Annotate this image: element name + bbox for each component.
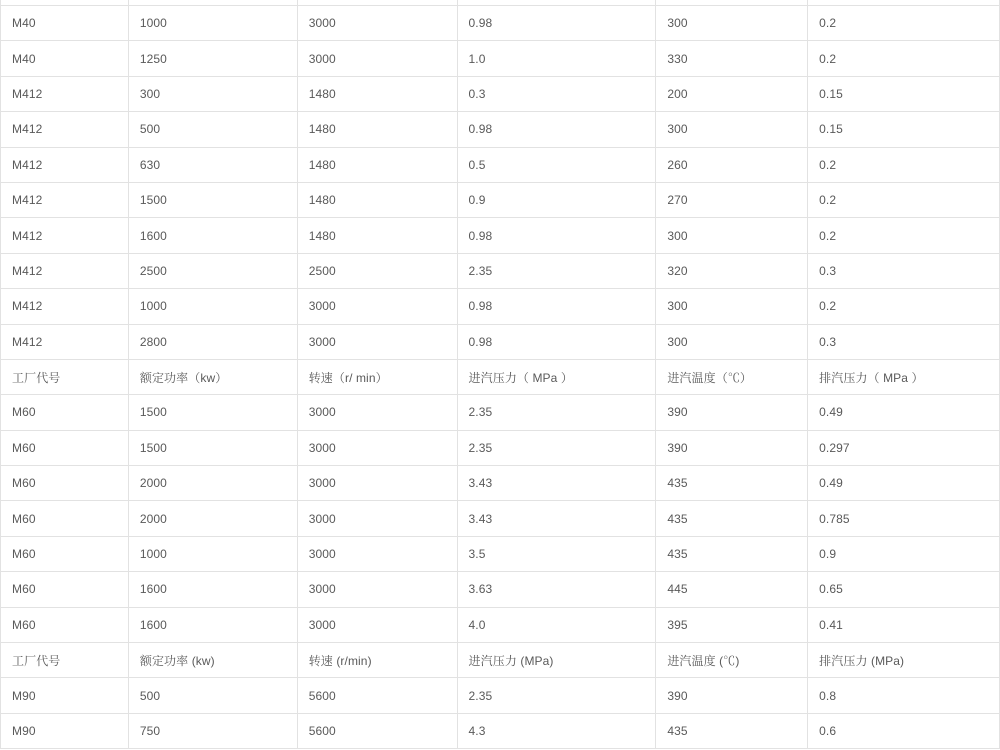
data-cell: 435: [656, 466, 808, 501]
data-cell: 3000: [297, 324, 457, 359]
data-cell: 1480: [297, 76, 457, 111]
data-cell: 500: [128, 678, 297, 713]
data-cell: M60: [1, 395, 129, 430]
data-cell: 0.2: [808, 289, 1000, 324]
table-row: [1, 218, 1000, 253]
data-cell: 1600: [128, 218, 297, 253]
data-cell: 1500: [128, 430, 297, 465]
header-cell: 排汽压力（ MPa ）: [808, 359, 1000, 394]
data-cell: 3000: [297, 501, 457, 536]
data-cell: M60: [1, 501, 129, 536]
data-cell: 395: [656, 607, 808, 642]
header-cell: 工厂代号: [1, 643, 129, 678]
data-cell: 1600: [128, 607, 297, 642]
data-cell: 3.63: [457, 572, 656, 607]
data-cell: 260: [656, 147, 808, 182]
table-row: [1, 713, 1000, 748]
data-cell: 300: [656, 112, 808, 147]
data-cell: 500: [128, 112, 297, 147]
data-cell: 1250: [128, 41, 297, 76]
data-cell: 4.0: [457, 607, 656, 642]
data-cell: 1500: [128, 182, 297, 217]
data-cell: 0.2: [808, 218, 1000, 253]
data-cell: 3000: [297, 536, 457, 571]
header-cell: 转速 (r/min): [297, 643, 457, 678]
data-cell: 5600: [297, 678, 457, 713]
data-cell: 435: [656, 501, 808, 536]
table-row: [1, 678, 1000, 713]
data-cell: M40: [1, 41, 129, 76]
data-cell: M60: [1, 430, 129, 465]
table-row: [1, 324, 1000, 359]
data-cell: M60: [1, 607, 129, 642]
table-row: [1, 147, 1000, 182]
data-cell: 270: [656, 182, 808, 217]
header-cell: 额定功率（kw）: [128, 359, 297, 394]
header-cell: 转速（r/ min）: [297, 359, 457, 394]
data-cell: M412: [1, 218, 129, 253]
data-cell: 0.65: [808, 572, 1000, 607]
data-cell: 1500: [128, 395, 297, 430]
table-row: [1, 536, 1000, 571]
data-cell: 0.98: [457, 6, 656, 41]
header-cell: 进汽温度（℃）: [656, 359, 808, 394]
data-cell: 0.297: [808, 430, 1000, 465]
header-cell: 排汽压力 (MPa): [808, 643, 1000, 678]
table-row: [1, 182, 1000, 217]
table-row: [1, 501, 1000, 536]
data-cell: 0.3: [457, 76, 656, 111]
data-cell: 630: [128, 147, 297, 182]
data-cell: 0.2: [808, 147, 1000, 182]
data-cell: 300: [656, 289, 808, 324]
data-cell: 2000: [128, 501, 297, 536]
data-cell: 390: [656, 678, 808, 713]
table-row: [1, 395, 1000, 430]
data-cell: 0.98: [457, 289, 656, 324]
data-cell: 1480: [297, 112, 457, 147]
data-cell: M90: [1, 713, 129, 748]
header-cell: 工厂代号: [1, 359, 129, 394]
data-cell: M412: [1, 324, 129, 359]
data-cell: 1.0: [457, 41, 656, 76]
data-cell: 2500: [128, 253, 297, 288]
data-cell: 1480: [297, 147, 457, 182]
table-row: [1, 76, 1000, 111]
data-cell: 0.3: [808, 253, 1000, 288]
data-cell: 0.9: [808, 536, 1000, 571]
data-cell: M412: [1, 182, 129, 217]
table-row: [1, 289, 1000, 324]
data-cell: 3000: [297, 466, 457, 501]
data-cell: 390: [656, 395, 808, 430]
data-cell: M412: [1, 253, 129, 288]
data-cell: 3.5: [457, 536, 656, 571]
data-cell: 320: [656, 253, 808, 288]
data-cell: 0.49: [808, 466, 1000, 501]
table-row: [1, 112, 1000, 147]
data-cell: 3.43: [457, 466, 656, 501]
data-cell: 2500: [297, 253, 457, 288]
data-cell: 3000: [297, 572, 457, 607]
spec-table-body: [1, 0, 1000, 749]
header-cell: 进汽压力 (MPa): [457, 643, 656, 678]
data-cell: 300: [656, 324, 808, 359]
data-cell: 2800: [128, 324, 297, 359]
table-row: [1, 6, 1000, 41]
data-cell: M412: [1, 112, 129, 147]
table-row: [1, 466, 1000, 501]
data-cell: 0.2: [808, 182, 1000, 217]
data-cell: 0.98: [457, 112, 656, 147]
table-row: [1, 253, 1000, 288]
data-cell: 4.3: [457, 713, 656, 748]
data-cell: 2000: [128, 466, 297, 501]
data-cell: 0.98: [457, 324, 656, 359]
data-cell: 0.3: [808, 324, 1000, 359]
data-cell: M90: [1, 678, 129, 713]
data-cell: 435: [656, 713, 808, 748]
data-cell: 200: [656, 76, 808, 111]
data-cell: 0.5: [457, 147, 656, 182]
data-cell: 445: [656, 572, 808, 607]
data-cell: 3000: [297, 607, 457, 642]
data-cell: 5600: [297, 713, 457, 748]
data-cell: 2.35: [457, 678, 656, 713]
data-cell: 1480: [297, 182, 457, 217]
header-cell: 进汽温度 (℃): [656, 643, 808, 678]
data-cell: 0.2: [808, 41, 1000, 76]
data-cell: M412: [1, 147, 129, 182]
table-row: [1, 607, 1000, 642]
data-cell: 1000: [128, 536, 297, 571]
data-cell: 1000: [128, 289, 297, 324]
data-cell: 300: [128, 76, 297, 111]
data-cell: M60: [1, 536, 129, 571]
data-cell: 2.35: [457, 253, 656, 288]
data-cell: 0.9: [457, 182, 656, 217]
data-cell: 390: [656, 430, 808, 465]
data-cell: 3000: [297, 289, 457, 324]
data-cell: 3000: [297, 430, 457, 465]
data-cell: 3000: [297, 41, 457, 76]
data-cell: M60: [1, 466, 129, 501]
data-cell: 435: [656, 536, 808, 571]
data-cell: 3000: [297, 6, 457, 41]
data-cell: 0.8: [808, 678, 1000, 713]
data-cell: M412: [1, 76, 129, 111]
data-cell: 0.2: [808, 6, 1000, 41]
data-cell: 1000: [128, 6, 297, 41]
data-cell: 2.35: [457, 430, 656, 465]
table-header-row: [1, 643, 1000, 678]
header-cell: 进汽压力（ MPa ）: [457, 359, 656, 394]
data-cell: 0.49: [808, 395, 1000, 430]
data-cell: 330: [656, 41, 808, 76]
data-cell: 0.785: [808, 501, 1000, 536]
table-row: [1, 430, 1000, 465]
data-cell: 3.43: [457, 501, 656, 536]
data-cell: 0.15: [808, 112, 1000, 147]
data-cell: 0.98: [457, 218, 656, 253]
data-cell: 3000: [297, 395, 457, 430]
data-cell: 1600: [128, 572, 297, 607]
data-cell: M60: [1, 572, 129, 607]
data-cell: 0.41: [808, 607, 1000, 642]
data-cell: 300: [656, 218, 808, 253]
data-cell: M412: [1, 289, 129, 324]
header-cell: 额定功率 (kw): [128, 643, 297, 678]
data-cell: 1480: [297, 218, 457, 253]
data-cell: M40: [1, 6, 129, 41]
table-row: [1, 41, 1000, 76]
data-cell: 0.15: [808, 76, 1000, 111]
data-cell: 750: [128, 713, 297, 748]
data-cell: 2.35: [457, 395, 656, 430]
data-cell: 0.6: [808, 713, 1000, 748]
data-cell: 300: [656, 6, 808, 41]
table-header-row: [1, 359, 1000, 394]
table-row: [1, 572, 1000, 607]
